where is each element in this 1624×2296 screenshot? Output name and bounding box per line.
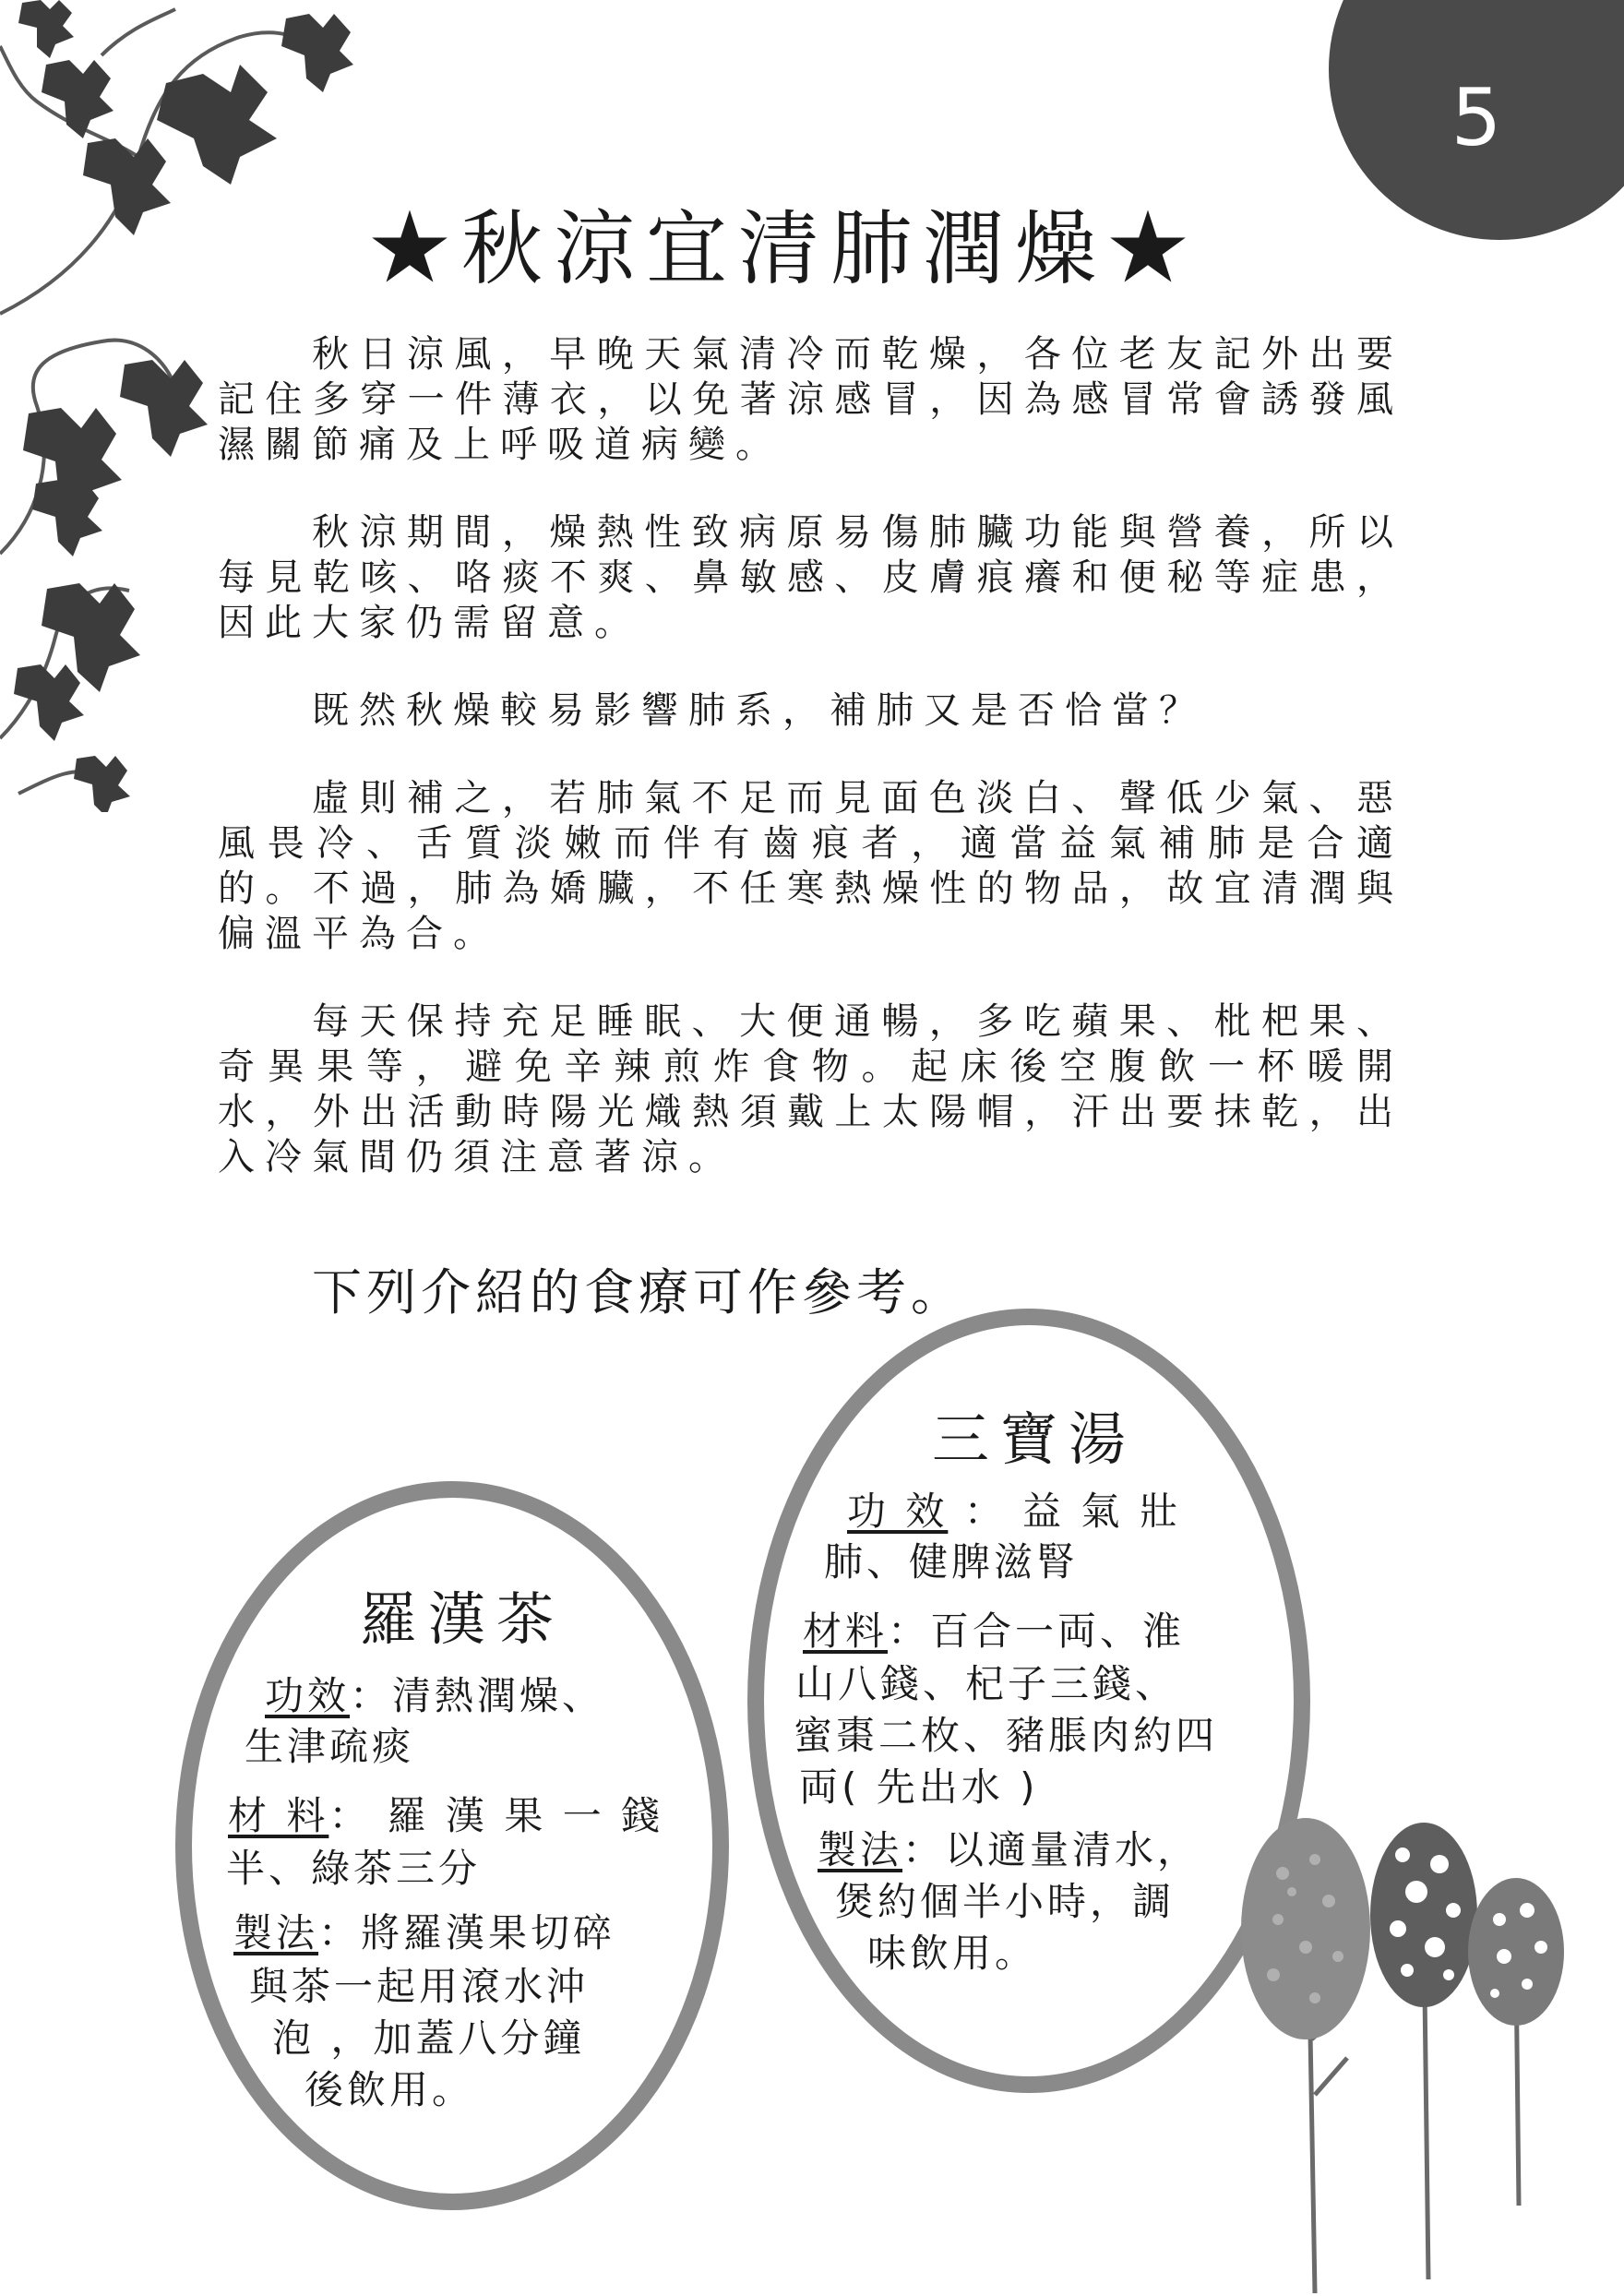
sanbao-method-line-2: 煲約個半小時，調 <box>835 1879 1176 1924</box>
luohan-effect-text: ：清熱潤燥、 <box>350 1673 605 1718</box>
sanbao-materials-label: 材料 <box>803 1608 889 1654</box>
sanbao-materials-text: ：百合一両、淮 <box>888 1608 1186 1654</box>
luohan-method-text: ：將羅漢果切碎 <box>318 1910 616 1955</box>
sanbao-soup-title: 三寶湯 <box>932 1405 1138 1473</box>
luohan-materials-label: 材 料 <box>228 1793 329 1838</box>
luohan-method-label: 製法 <box>233 1910 319 1955</box>
paragraph-5: 每天保持充足睡眠、大便通暢，多吃蘋果、枇杷果、奇異果等，避免辛辣煎炸食物。起床後空腹飲一杯暖開水，外出活動時陽光熾熱須戴上太陽帽，汗出要抹乾，出入冷氣間仍須注意著涼。 <box>218 1000 1403 1178</box>
luohan-method-line-2: 與茶一起用滾水沖 <box>249 1964 590 2009</box>
luohan-effect-label: 功效 <box>265 1673 351 1718</box>
sanbao-materials-line-2: 山八錢、杞子三錢、 <box>795 1661 1178 1706</box>
sanbao-effect-label: 功 效 <box>847 1489 949 1534</box>
recipe-intro: 下列介紹的食療可作參考。 <box>312 1263 965 1321</box>
polka-dot-trees-icon <box>1227 1818 1615 2296</box>
sanbao-materials-line-4: 両( 先出水 ) <box>799 1764 1039 1810</box>
luohan-materials-line-2: 半、綠茶三分 <box>226 1846 482 1891</box>
paragraph-3: 既然秋燥較易影響肺系，補肺又是否恰當？ <box>312 689 1206 732</box>
sanbao-effect-line-2: 肺、健脾滋腎 <box>824 1539 1080 1584</box>
luohan-method-line-3: 泡 ，加蓋八分鐘 <box>272 2015 586 2061</box>
luohan-effect-line-1 <box>265 1666 604 1721</box>
sanbao-materials-line-3: 蜜棗二枚、豬脹肉約四 <box>794 1713 1219 1758</box>
luohan-tea-title: 羅漢茶 <box>360 1585 566 1653</box>
page-title: ★秋涼宜清肺潤燥★ <box>369 201 1200 296</box>
sanbao-effect-line-1 <box>847 1481 1182 1537</box>
sanbao-method-label: 製法 <box>818 1827 903 1872</box>
luohan-materials-line-1 <box>228 1786 663 1841</box>
luohan-effect-line-2: 生津疏痰 <box>245 1724 415 1769</box>
sanbao-method-text: ：以適量清水， <box>902 1827 1200 1872</box>
luohan-materials-text: ： 羅 漢 果 一 錢 <box>328 1793 664 1838</box>
paragraph-2: 秋涼期間，燥熱性致病原易傷肺臟功能與營養，所以每見乾咳、咯痰不爽、鼻敏感、皮膚痕癢和便秘等症患，因此大家仍需留意。 <box>218 511 1403 644</box>
paragraph-4: 虛則補之，若肺氣不足而見面色淡白、聲低少氣、惡風畏冷、舌質淡嫩而伴有齒痕者，適當益氣補肺是合適的。不過，肺為嬌臟，不任寒熱燥性的物品，故宜清潤與偏溫平為合。 <box>218 777 1403 955</box>
article-body <box>218 332 1403 1223</box>
sanbao-method-line-1 <box>818 1820 1200 1875</box>
luohan-method-line-4: 後飲用。 <box>304 2067 475 2112</box>
luohan-method-line-1 <box>233 1903 615 1958</box>
sanbao-effect-text: ： 益 氣 壯 <box>948 1489 1182 1534</box>
page-number: 5 <box>1451 72 1502 164</box>
paragraph-1: 秋日涼風，早晚天氣清冷而乾燥，各位老友記外出要記住多穿一件薄衣，以免著涼感冒，因為感冒常會誘發風濕關節痛及上呼吸道病變。 <box>218 333 1403 466</box>
sanbao-materials-line-1 <box>803 1601 1185 1656</box>
sanbao-method-line-3: 味飲用。 <box>867 1931 1038 1976</box>
